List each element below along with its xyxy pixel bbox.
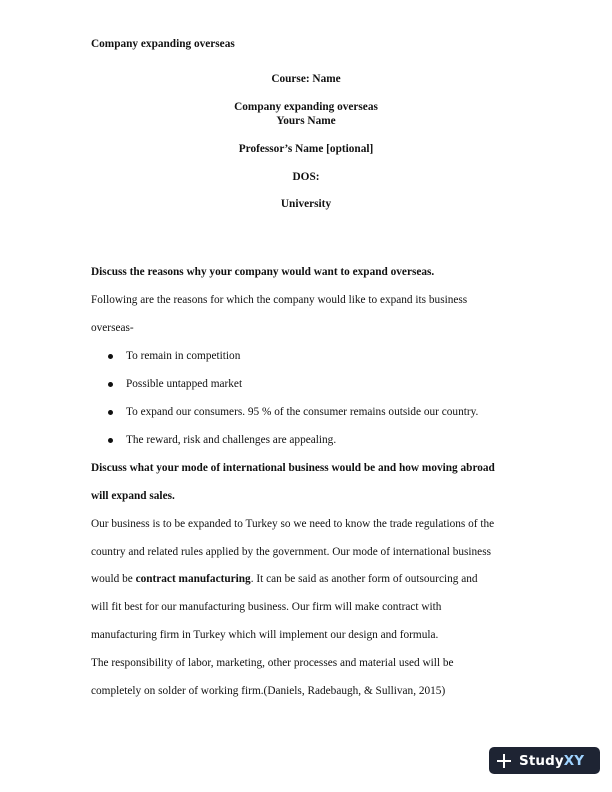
bullet-icon bbox=[108, 354, 113, 359]
paragraph-line: The responsibility of labor, marketing, other processes and material used will be bbox=[91, 657, 454, 669]
list-item: Possible untapped market bbox=[126, 378, 243, 390]
studyxy-watermark-badge[interactable] bbox=[489, 747, 600, 774]
section1-heading: Discuss the reasons why your company would want to expand overseas. bbox=[91, 266, 435, 278]
paragraph-line: Our business is to be expanded to Turkey so we need to know the trade regulations of the bbox=[91, 518, 495, 530]
section2-heading-line1: Discuss what your mode of international business would be and how moving abroad bbox=[91, 462, 495, 474]
university-line: University bbox=[280, 198, 332, 210]
line3-post: . It can be said as another form of outsourcing and bbox=[250, 573, 478, 585]
paragraph-line: completely on solder of working firm.(Daniels, Radebaugh, & Sullivan, 2015) bbox=[91, 685, 446, 697]
bullet-icon bbox=[108, 438, 113, 443]
contract-manufacturing-term: contract manufacturing bbox=[135, 573, 251, 585]
course-line: Course: Name bbox=[271, 73, 341, 85]
section1-intro-line2: overseas- bbox=[91, 322, 134, 334]
author-name: Yours Name bbox=[276, 115, 336, 127]
line3-pre: would be bbox=[91, 573, 136, 585]
paragraph-line-mixed bbox=[91, 572, 478, 586]
list-item: The reward, risk and challenges are appealing. bbox=[126, 434, 337, 446]
paragraph-line: country and related rules applied by the government. Our mode of international business bbox=[91, 546, 491, 558]
brand-name: StudyXY bbox=[519, 752, 585, 769]
paper-title: Company expanding overseas bbox=[234, 101, 378, 113]
paragraph-line: will fit best for our manufacturing business. Our firm will make contract with bbox=[91, 601, 442, 613]
section2-heading-line2: will expand sales. bbox=[91, 490, 175, 502]
paragraph-line: manufacturing firm in Turkey which will implement our design and formula. bbox=[91, 629, 439, 641]
section1-intro-line1: Following are the reasons for which the company would like to expand its business bbox=[91, 294, 468, 306]
dos-line: DOS: bbox=[292, 171, 320, 183]
bullet-icon bbox=[108, 410, 113, 415]
plus-icon bbox=[496, 753, 512, 769]
professor-name: Professor’s Name [optional] bbox=[238, 143, 374, 155]
list-item: To expand our consumers. 95 % of the consumer remains outside our country. bbox=[126, 406, 479, 418]
list-item: To remain in competition bbox=[126, 350, 241, 362]
running-header: Company expanding overseas bbox=[91, 38, 235, 50]
bullet-icon bbox=[108, 382, 113, 387]
